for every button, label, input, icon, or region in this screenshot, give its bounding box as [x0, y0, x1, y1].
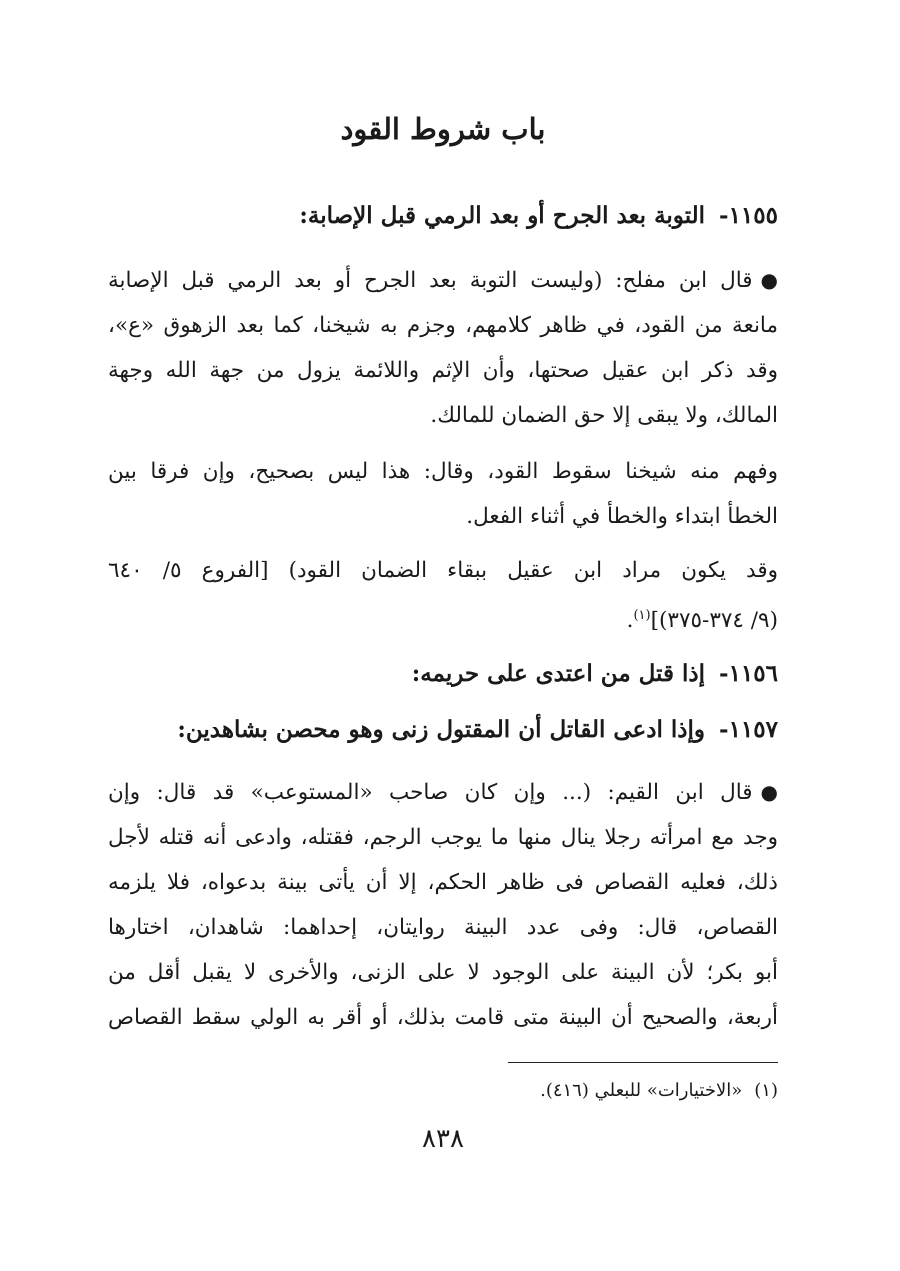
- paragraph-line: (٩/ ٣٧٤-٣٧٥)]$^{(١)}$.: [626, 608, 778, 634]
- paragraph-line: المالك، ولا يبقى إلا حق الضمان للمالك.: [430, 403, 778, 428]
- footnote-separator: [508, 1062, 778, 1063]
- paragraph-ibn-muflih: [108, 258, 778, 438]
- section-number: ١١٥٥-: [719, 202, 778, 229]
- chapter-title: باب شروط القود: [340, 112, 546, 146]
- paragraph-line: ●قال ابن مفلح: (وليست التوبة بعد الجرح أو بعد الرمي قبل الإصابة: [108, 258, 778, 303]
- paragraph-line: مانعة من القود، في ظاهر كلامهم، وجزم به شيخنا، كما بعد الزهوق «ع»،: [108, 313, 778, 338]
- paragraph-line: وقد ذكر ابن عقيل صحتها، وأن الإثم واللائمة يزول من جهة الله وجهة: [108, 358, 778, 383]
- section-heading-1155: [108, 202, 778, 229]
- section-number: ١١٥٧-: [719, 716, 778, 743]
- paragraph-ibn-aqil: [108, 548, 778, 643]
- footnote-number: (١): [754, 1080, 778, 1101]
- section-title: وإذا ادعى القاتل أن المقتول زنى وهو محصن بشاهدين:: [177, 716, 706, 743]
- paragraph-line: وقد يكون مراد ابن عقيل ببقاء الضمان القود) [الفروع ٥/ ٦٤٠: [108, 558, 778, 583]
- paragraph-line: أبو بكر؛ لأن البينة على الوجود لا على الزنى، والأخرى لا يقبل أقل من: [108, 960, 778, 985]
- bullet-icon: ●: [760, 268, 778, 292]
- paragraph-shaykhuna: [108, 449, 778, 539]
- paragraph-line: القصاص، قال: وفى عدد البينة روايتان، إحداهما: شاهدان، اختارها: [108, 915, 778, 940]
- paragraph-line: أربعة، والصحيح أن البينة متى قامت بذلك، أو أقر به الولي سقط القصاص: [108, 1005, 778, 1030]
- section-heading-1156: [108, 660, 778, 687]
- paragraph-line: وفهم منه شيخنا سقوط القود، وقال: هذا ليس بصحيح، وإن فرقا بين: [108, 459, 778, 484]
- page-number: ٨٣٨: [422, 1124, 464, 1154]
- footnote: [108, 1080, 778, 1101]
- paragraph-ibn-al-qayyim: [108, 770, 778, 1040]
- section-title: إذا قتل من اعتدى على حريمه:: [411, 660, 706, 687]
- footnote-text: «الاختيارات» للبعلي (٤١٦).: [540, 1080, 743, 1101]
- footnote-reference: (١): [633, 608, 651, 623]
- paragraph-line: ذلك، فعليه القصاص فى ظاهر الحكم، إلا أن يأتى بينة بدعواه، فلا يلزمه: [108, 870, 778, 895]
- section-number: ١١٥٦-: [719, 660, 778, 687]
- paragraph-line: وجد مع امرأته رجلا ينال منها ما يوجب الرجم، فقتله، وادعى أنه قتله لأجل: [108, 825, 778, 850]
- section-title: التوبة بعد الجرح أو بعد الرمي قبل الإصابة:: [299, 202, 706, 229]
- section-heading-1157: [108, 716, 778, 743]
- book-page: [108, 0, 778, 1271]
- bullet-icon: ●: [760, 780, 778, 804]
- paragraph-line: الخطأ ابتداء والخطأ في أثناء الفعل.: [466, 504, 778, 529]
- paragraph-line: ●قال ابن القيم: (... وإن كان صاحب «المستوعب» قد قال: وإن: [108, 770, 778, 815]
